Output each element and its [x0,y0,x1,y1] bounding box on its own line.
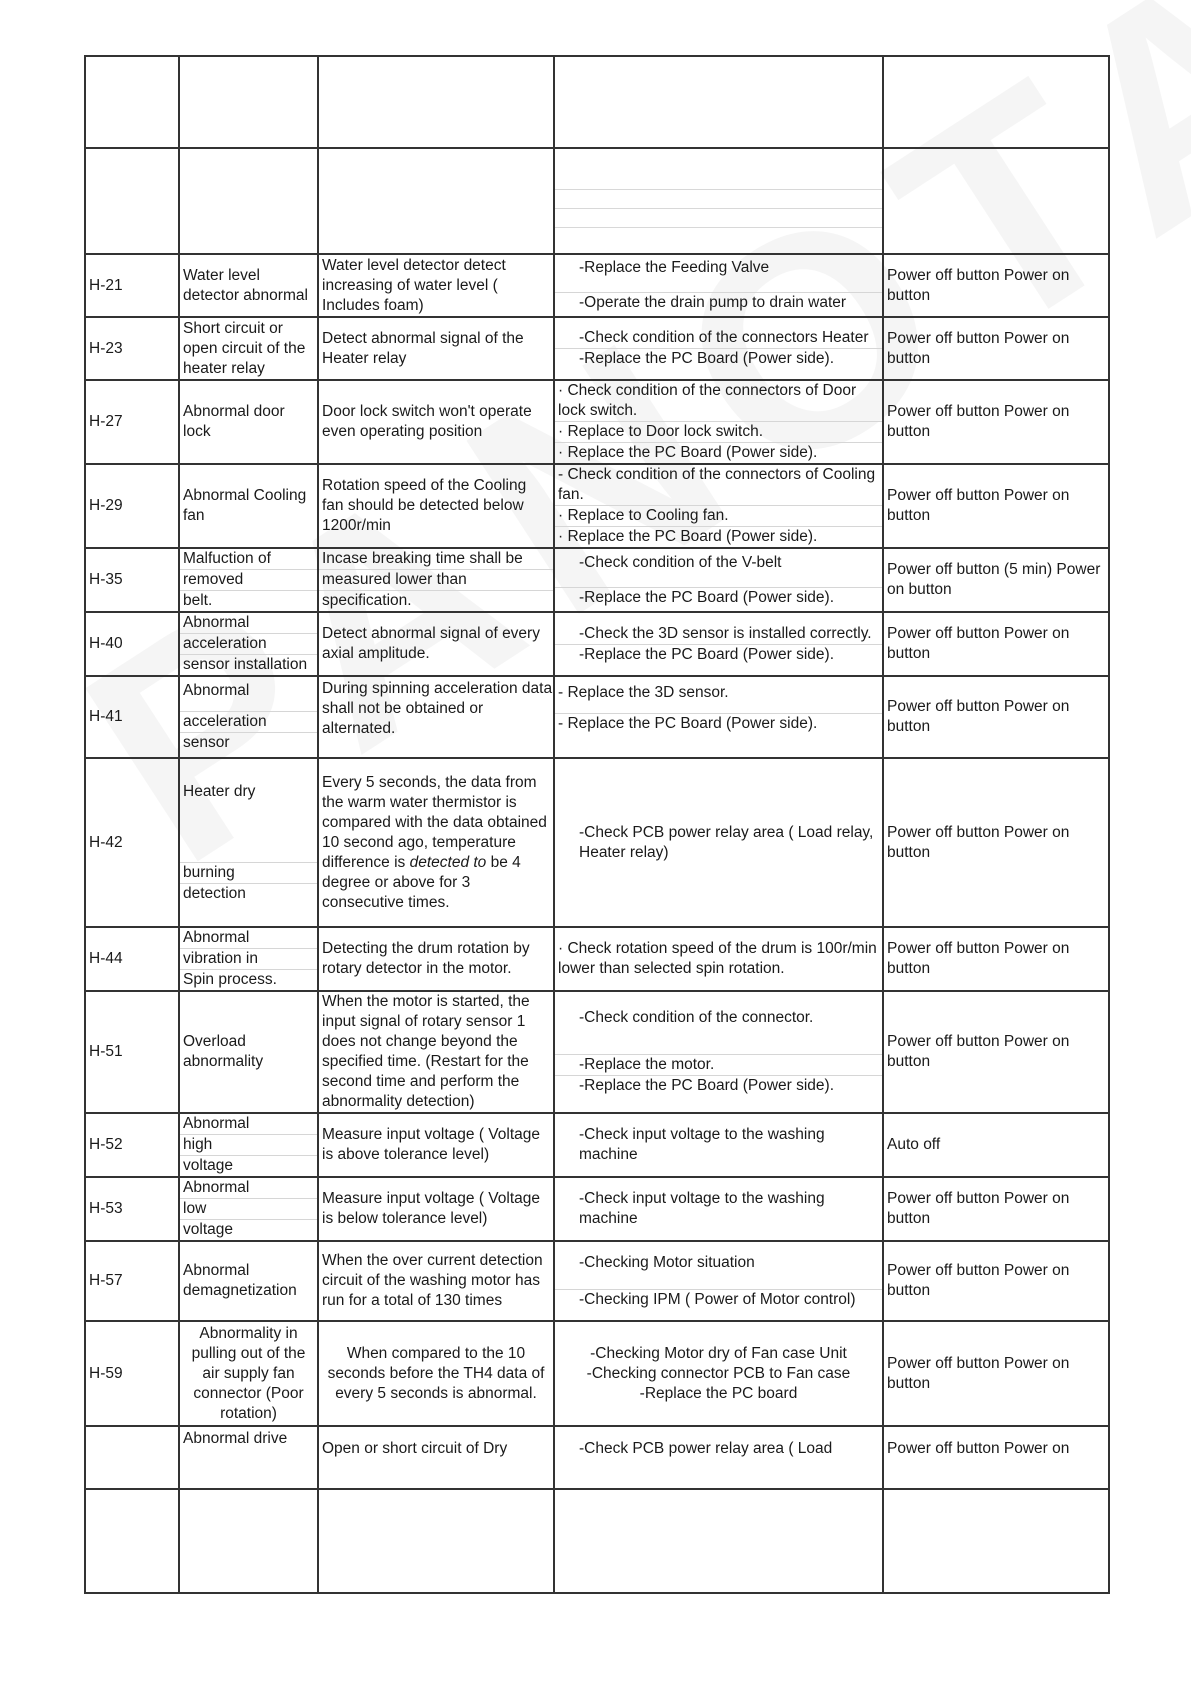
faint-rule [555,208,882,227]
table-row [85,758,1109,927]
reset-method: Power off button Power on button [883,380,1109,464]
reset-method: Power off button Power on button [883,1241,1109,1321]
affected-part: Overload abnormality [179,991,318,1113]
table-row [85,1177,1109,1241]
affected-part: Malfuction of removed belt. [179,548,318,612]
reset-method: Power off button Power on button [883,1321,1109,1426]
blank-row [85,148,1109,254]
error-code: H-27 [85,380,179,464]
affected-part: Abnormal door lock [179,380,318,464]
check-points: - Replace the 3D sensor. - Replace the PC Board (Power side). [554,676,883,758]
error-code: H-53 [85,1177,179,1241]
detection-detail: Open or short circuit of Dry [318,1426,554,1489]
error-code: H-41 [85,676,179,758]
detection-detail: Measure input voltage ( Voltage is above tolerance level) [318,1113,554,1177]
detection-detail: Every 5 seconds, the data from the warm water thermistor is compared with the data obtained 10 second ago, temperature difference is detected to be 4 degree or above for 3 consecutive times. [318,758,554,927]
reset-method: Auto off [883,1113,1109,1177]
check-points: -Check input voltage to the washing machine [554,1113,883,1177]
table-row [85,1241,1109,1321]
check-points: -Check input voltage to the washing machine [554,1177,883,1241]
affected-part: Abnormal acceleration sensor [179,676,318,758]
affected-part: Abnormality in pulling out of the air supply fan connector (Poor rotation) [179,1321,318,1426]
reset-method: Power off button Power on button [883,1177,1109,1241]
blank-row [85,56,1109,148]
error-code: H-35 [85,548,179,612]
reset-method: Power off button Power on [883,1426,1109,1489]
reset-method: Power off button Power on button [883,464,1109,548]
check-points: -Check condition of the V-belt -Replace the PC Board (Power side). [554,548,883,612]
check-points: -Check condition of the connectors Heater -Replace the PC Board (Power side). [554,317,883,380]
table-row [85,1321,1109,1426]
table-row [85,676,1109,758]
error-code-table [84,55,1110,1594]
check-points: -Check PCB power relay area ( Load relay, Heater relay) [554,758,883,927]
error-code: H-23 [85,317,179,380]
table-row [85,548,1109,612]
affected-part: Abnormal low voltage [179,1177,318,1241]
affected-part: Abnormal high voltage [179,1113,318,1177]
reset-method: Power off button Power on button [883,991,1109,1113]
affected-part: Abnormal Cooling fan [179,464,318,548]
table-row [85,1113,1109,1177]
check-points: -Replace the Feeding Valve -Operate the drain pump to drain water [554,254,883,317]
table-row [85,464,1109,548]
reset-method: Power off button Power on button [883,758,1109,927]
affected-part: Abnormal drive [179,1426,318,1489]
check-points: · Check rotation speed of the drum is 100r/min lower than selected spin rotation. [554,927,883,991]
blank-row [85,1489,1109,1593]
table-row [85,317,1109,380]
reset-method: Power off button Power on button [883,927,1109,991]
reset-method: Power off button Power on button [883,676,1109,758]
reset-method: Power off button (5 min) Power on button [883,548,1109,612]
detection-detail: When compared to the 10 seconds before the TH4 data of every 5 seconds is abnormal. [318,1321,554,1426]
reset-method: Power off button Power on button [883,254,1109,317]
faint-rule [555,189,882,208]
check-points: -Check the 3D sensor is installed correctly. -Replace the PC Board (Power side). [554,612,883,676]
detection-detail: Detect abnormal signal of the Heater relay [318,317,554,380]
table-row [85,1426,1109,1489]
error-code: H-51 [85,991,179,1113]
detection-detail: When the motor is started, the input signal of rotary sensor 1 does not change beyond the specified time. (Restart for the second time and perform the abnormality detection) [318,991,554,1113]
check-points: - Check condition of the connectors of Cooling fan. · Replace to Cooling fan. · Replace the PC Board (Power side). [554,464,883,548]
detection-detail: During spinning acceleration data shall not be obtained or alternated. [318,676,554,758]
check-points: -Check PCB power relay area ( Load [554,1426,883,1489]
affected-part: Abnormal vibration in Spin process. [179,927,318,991]
table-row [85,927,1109,991]
affected-part: Short circuit or open circuit of the heater relay [179,317,318,380]
detection-detail: Water level detector detect increasing of water level ( Includes foam) [318,254,554,317]
reset-method: Power off button Power on button [883,612,1109,676]
table-row [85,612,1109,676]
check-points: · Check condition of the connectors of Door lock switch. · Replace to Door lock switch. · Replace the PC Board (Power side). [554,380,883,464]
error-code: H-52 [85,1113,179,1177]
error-code [85,1426,179,1489]
faint-rule [555,227,882,246]
table-row [85,380,1109,464]
check-points: -Checking Motor dry of Fan case Unit -Checking connector PCB to Fan case -Replace the PC board [554,1321,883,1426]
error-code: H-44 [85,927,179,991]
check-points: -Check condition of the connector. -Replace the motor. -Replace the PC Board (Power side). [554,991,883,1113]
detection-detail: Door lock switch won't operate even operating position [318,380,554,464]
error-code: H-57 [85,1241,179,1321]
detection-detail: Detect abnormal signal of every axial amplitude. [318,612,554,676]
affected-part: Abnormal demagnetization [179,1241,318,1321]
affected-part: Heater dry burning detection [179,758,318,927]
detection-detail: Detecting the drum rotation by rotary detector in the motor. [318,927,554,991]
error-code: H-21 [85,254,179,317]
check-points: -Checking Motor situation -Checking IPM ( Power of Motor control) [554,1241,883,1321]
table-row [85,991,1109,1113]
error-code: H-42 [85,758,179,927]
detection-detail: Incase breaking time shall be measured lower than specification. [318,548,554,612]
detection-detail: When the over current detection circuit of the washing motor has run for a total of 130 times [318,1241,554,1321]
affected-part: Abnormal acceleration sensor installation [179,612,318,676]
table-row [85,254,1109,317]
detection-detail: Measure input voltage ( Voltage is below tolerance level) [318,1177,554,1241]
error-code: H-59 [85,1321,179,1426]
error-code: H-40 [85,612,179,676]
detection-detail: Rotation speed of the Cooling fan should be detected below 1200r/min [318,464,554,548]
error-code: H-29 [85,464,179,548]
reset-method: Power off button Power on button [883,317,1109,380]
affected-part: Water level detector abnormal [179,254,318,317]
